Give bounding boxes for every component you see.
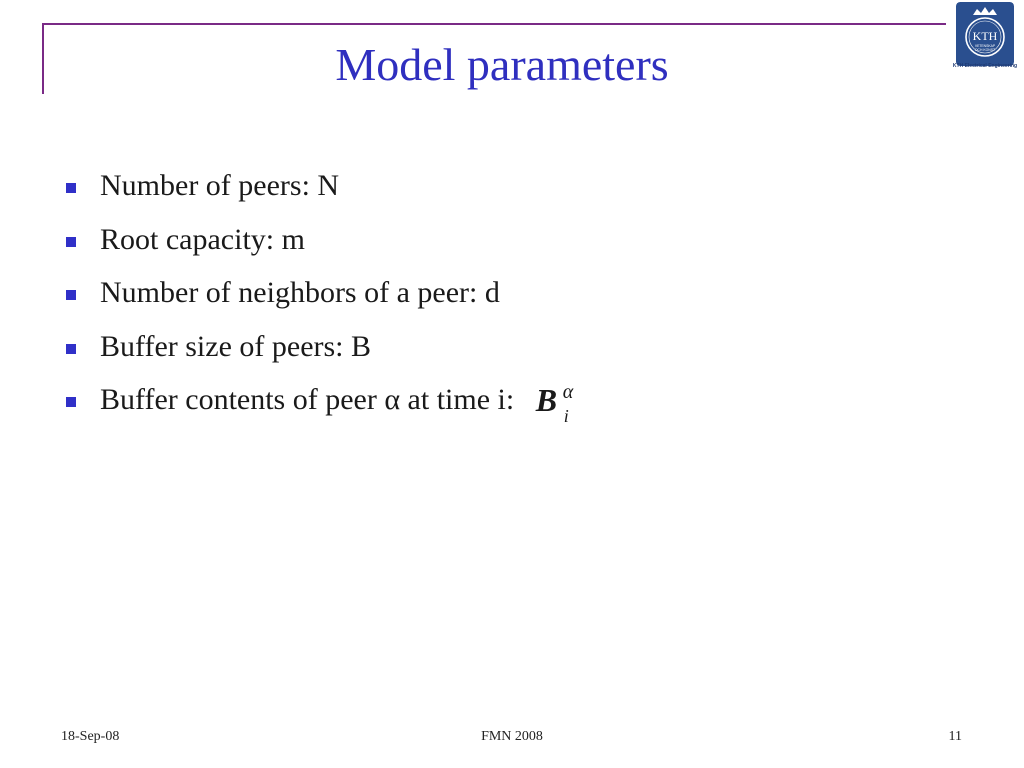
logo-caption: KTH Electrical Engineering (952, 63, 1018, 69)
footer-page-number: 11 (948, 729, 962, 744)
bullet-square-icon (66, 290, 76, 300)
footer-event: FMN 2008 (481, 729, 543, 744)
bullet-square-icon (66, 344, 76, 354)
bullet-text: Number of peers: N (100, 169, 340, 202)
bullet-text: Buffer contents of peer α at time i: (100, 383, 515, 416)
logo-tagline-2: OCH KONST (974, 48, 996, 52)
bullet-text: Buffer size of peers: B (100, 329, 372, 363)
formula-subscript: i (563, 406, 569, 426)
bullet-text: Root capacity: m (100, 222, 305, 256)
formula-superscript: α (562, 381, 574, 403)
frame-top-line (42, 23, 946, 25)
bullet-square-icon (66, 397, 76, 407)
logo-tagline-1: VETENSKAP (974, 44, 996, 48)
logo-text: KTH (972, 29, 998, 43)
bullet-item-buffer-contents (66, 380, 596, 434)
bullet-item-buffer-size (66, 327, 596, 381)
bullet-item-root-capacity (66, 220, 596, 274)
formula-base: B (535, 382, 558, 418)
bullet-item-neighbors (66, 273, 596, 327)
slide-title: Model parameters (335, 39, 669, 90)
footer-date: 18-Sep-08 (61, 729, 120, 744)
bullet-list (66, 166, 596, 434)
bullet-square-icon (66, 183, 76, 193)
bullet-text: Number of neighbors of a peer: d (100, 276, 500, 309)
bullet-square-icon (66, 237, 76, 247)
buffer-contents-formula (535, 380, 596, 426)
bullet-item-peers (66, 166, 596, 220)
kth-logo (956, 2, 1014, 66)
